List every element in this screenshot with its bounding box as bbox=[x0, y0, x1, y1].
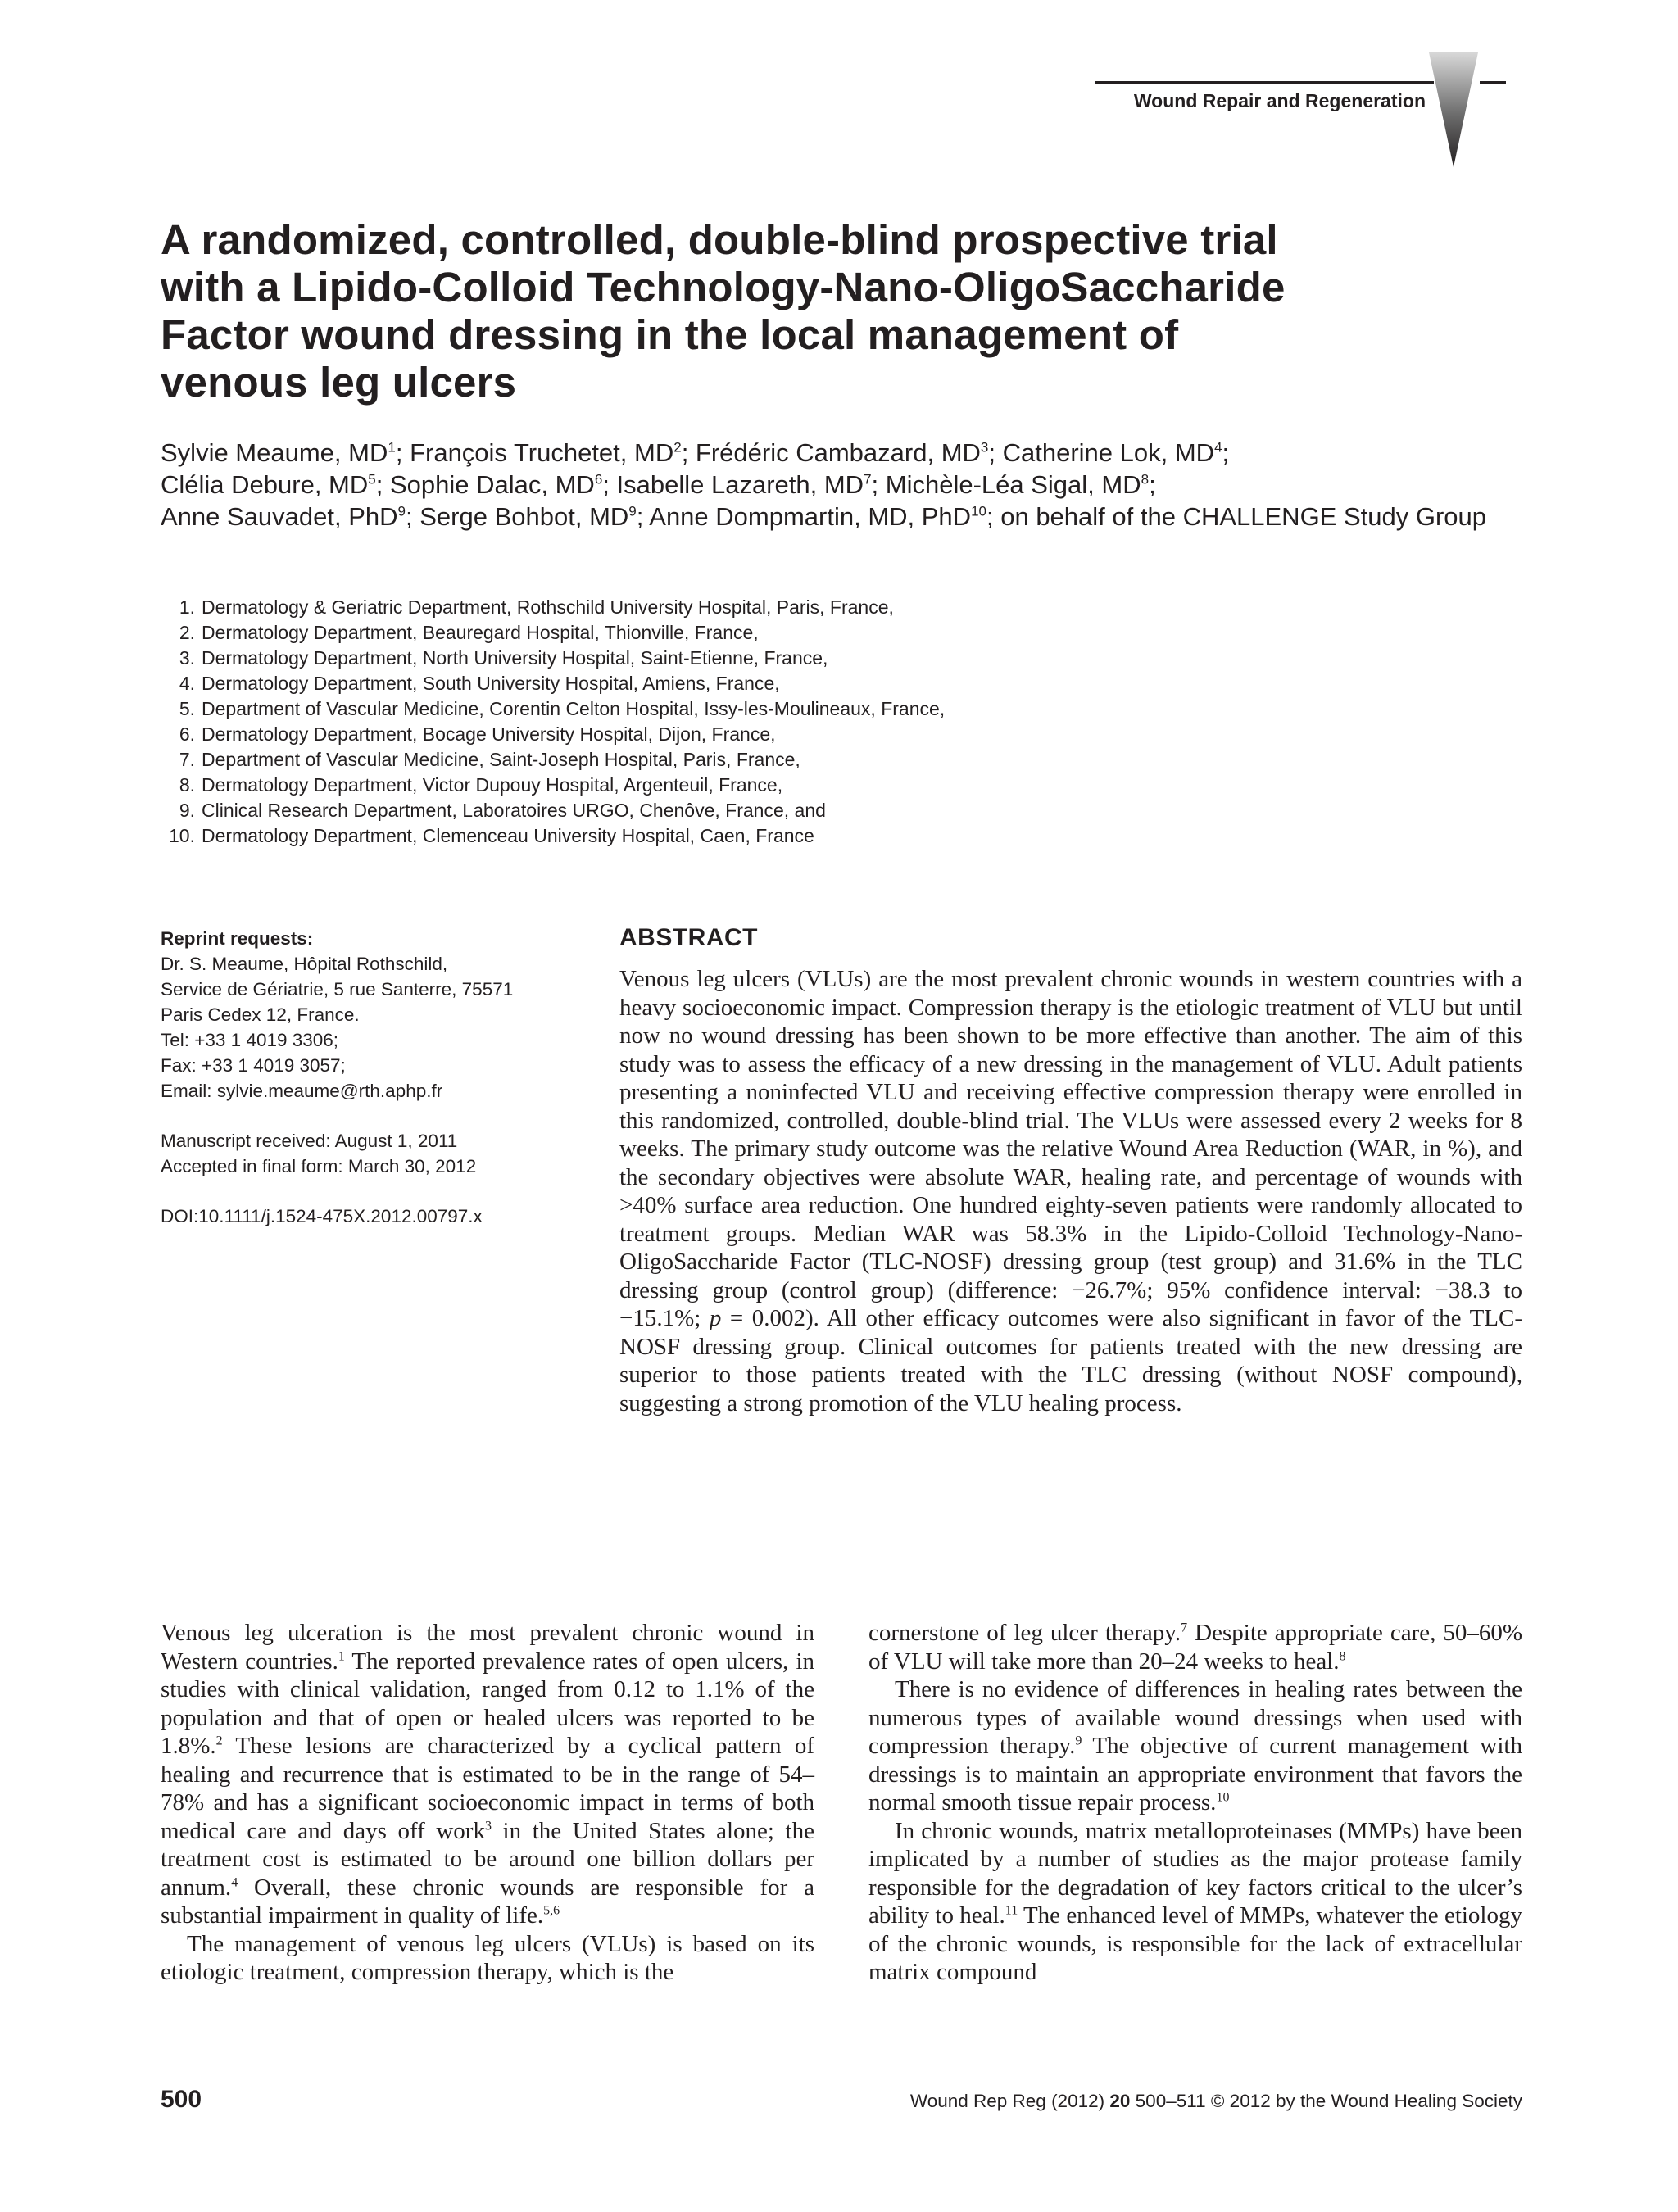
reference-mark: 8 bbox=[1339, 1648, 1346, 1663]
reprint-line: Dr. S. Meaume, Hôpital Rothschild, bbox=[161, 954, 448, 974]
doi[interactable]: DOI:10.1111/j.1524-475X.2012.00797.x bbox=[161, 1206, 483, 1226]
affiliation-number: 5. bbox=[179, 698, 195, 719]
affiliation-item bbox=[161, 620, 1308, 646]
reprint-line: Email: sylvie.meaume@rth.aphp.fr bbox=[161, 1081, 443, 1101]
manuscript-accepted: Accepted in final form: March 30, 2012 bbox=[161, 1156, 477, 1176]
reference-mark: 1 bbox=[338, 1648, 345, 1663]
affiliation-number: 4. bbox=[179, 673, 195, 694]
affiliation-number: 8. bbox=[179, 774, 195, 796]
author-separator: ; bbox=[1149, 470, 1156, 499]
author-name: Clélia Debure, MD bbox=[161, 470, 369, 499]
article-info-sidebar bbox=[161, 926, 587, 1229]
affiliation-text: Dermatology Department, Clemenceau University Hospital, Caen, France bbox=[202, 825, 814, 846]
reference-mark: 9 bbox=[1075, 1734, 1082, 1748]
author-name: François Truchetet, MD bbox=[410, 438, 674, 467]
author-name: Anne Sauvadet, PhD bbox=[161, 502, 398, 531]
affiliation-number: 7. bbox=[179, 749, 195, 770]
body-paragraph: cornerstone of leg ulcer therapy.$^7$ Despite appropriate care, 50–60% of VLU will take more than 20–24 weeks to heal.$^8$ bbox=[868, 1620, 1523, 1675]
author-affiliation-mark: 6 bbox=[594, 471, 603, 487]
citation-journal: Wound Rep Reg (2012) bbox=[909, 2091, 1105, 2111]
author-separator: ; bbox=[406, 502, 420, 531]
manuscript-received: Manuscript received: August 1, 2011 bbox=[161, 1131, 458, 1151]
affiliation-item bbox=[161, 722, 1308, 747]
author-affiliation-mark: 7 bbox=[864, 471, 872, 487]
body-paragraph: In chronic wounds, matrix metalloproteinases (MMPs) have been implicated by a number of studies as the major protease family responsible for the degradation of key factors critical to the ulcer’s ability to heal.$^{11}$ The enhanced level of MMPs, whatever the etiology of the chronic wounds, is responsible for the lack of extracellular matrix compound bbox=[868, 1817, 1522, 1985]
author-name: Sophie Dalac, MD bbox=[389, 470, 595, 499]
author-separator: ; bbox=[636, 502, 650, 531]
author-affiliation-mark: 10 bbox=[971, 503, 986, 519]
author-affiliation-mark: 5 bbox=[368, 471, 376, 487]
reprint-line: Service de Gériatrie, 5 rue Santerre, 75571 bbox=[161, 979, 514, 999]
author-name: Serge Bohbot, MD bbox=[420, 502, 629, 531]
reference-mark: 11 bbox=[1005, 1903, 1018, 1918]
affiliation-number: 3. bbox=[179, 647, 195, 669]
journal-triangle-icon bbox=[1427, 52, 1480, 169]
article-title: A randomized, controlled, double-blind prospective trial with a Lipido-Colloid Technology-Nano-OligoSaccharide Factor wound dressing in the local management of venous leg ulcers bbox=[161, 216, 1286, 406]
author-name: Sylvie Meaume, MD bbox=[161, 438, 388, 467]
author-list bbox=[161, 437, 1545, 533]
author-separator: ; bbox=[395, 438, 410, 467]
reference-mark: 10 bbox=[1216, 1790, 1230, 1805]
reference-mark: 3 bbox=[484, 1818, 492, 1833]
body-paragraph: Venous leg ulceration is the most prevalent chronic wound in Western countries.$^1$ The reported prevalence rates of open ulcers, in studies with clinical validation, ranged from 0.12 to 1.1% of the population and that of open or healed ulcers was reported to be 1.8%.$^2$ These lesions are characterized by a cyclical pattern of healing and recurrence that is estimated to be in the range of 54–78% and has a significant socioeconomic impact in terms of both medical care and days off work$^3$ in the United States alone; the treatment cost is estimated to be around one billion dollars per annum.$^4$ Overall, these chronic wounds are responsible for a substantial impairment in quality of life.$^{5,6}$ bbox=[161, 1620, 815, 1929]
affiliation-text: Dermatology Department, Beauregard Hospital, Thionville, France, bbox=[202, 622, 759, 643]
affiliation-text: Dermatology Department, Bocage University Hospital, Dijon, France, bbox=[202, 723, 776, 745]
affiliation-number: 2. bbox=[179, 622, 195, 643]
page-number: 500 bbox=[161, 2086, 202, 2113]
affiliation-item bbox=[161, 823, 1308, 849]
author-affiliation-mark: 9 bbox=[628, 503, 637, 519]
reference-mark: 4 bbox=[231, 1874, 238, 1889]
body-column-left bbox=[161, 1619, 814, 1987]
author-separator: ; bbox=[375, 470, 390, 499]
citation-volume: 20 bbox=[1109, 2091, 1131, 2111]
reference-mark: 7 bbox=[1181, 1620, 1188, 1635]
citation-rest: 500–511 © 2012 by the Wound Healing Society bbox=[1135, 2091, 1522, 2111]
affiliation-text: Department of Vascular Medicine, Corentin Celton Hospital, Issy-les-Moulineaux, France, bbox=[202, 698, 946, 719]
author-affiliation-mark: 2 bbox=[673, 439, 682, 456]
author-affiliation-mark: 9 bbox=[397, 503, 406, 519]
author-separator: ; bbox=[602, 470, 617, 499]
author-name: Isabelle Lazareth, MD bbox=[616, 470, 864, 499]
affiliation-text: Department of Vascular Medicine, Saint-Joseph Hospital, Paris, France, bbox=[202, 749, 800, 770]
author-separator: ; bbox=[988, 438, 1003, 467]
author-affiliation-mark: 3 bbox=[980, 439, 989, 456]
affiliation-item bbox=[161, 595, 1308, 620]
abstract-text: Venous leg ulcers (VLUs) are the most prevalent chronic wounds in western countries with a heavy socioeconomic impact. Compression therapy is the etiologic treatment of VLU but until now no wound dressing has been shown to be more effective than another. The aim of this study was to assess the efficacy of a new dressing in the management of VLU. Adult patients presenting a noninfected VLU and receiving effective compression therapy were enrolled in this randomized, controlled, double-blind trial. The VLUs were assessed every 2 weeks for 8 weeks. The primary study outcome was the relative Wound Area Reduction (WAR, in %), and the secondary objectives were absolute WAR, healing rate, and percentage of wounds with >40% surface area reduction. One hundred eighty-seven patients were randomly allocated to treatment groups. Median WAR was 58.3% in the Lipido-Colloid Technology-Nano-OligoSaccharide Factor (TLC-NOSF) dressing group (test group) and 31.6% in the TLC dressing group (control group) (difference: −26.7%; 95% confidence interval: −38.3 to −15.1%; p = 0.002). All other efficacy outcomes were also significant in favor of the TLC-NOSF dressing group. Clinical outcomes for patients treated with the new dressing are superior to those patients treated with the TLC dressing (without NOSF compound), suggesting a strong promotion of the VLU healing process. bbox=[619, 966, 1522, 1416]
affiliation-text: Dermatology Department, North University Hospital, Saint-Etienne, France, bbox=[202, 647, 828, 669]
citation-footer bbox=[868, 2091, 1522, 2112]
author-name: Catherine Lok, MD bbox=[1002, 438, 1215, 467]
author-name: Frédéric Cambazard, MD bbox=[695, 438, 981, 467]
affiliation-text: Dermatology & Geriatric Department, Rothschild University Hospital, Paris, France, bbox=[202, 596, 894, 618]
body-column-right bbox=[868, 1619, 1522, 1987]
header-rule bbox=[1095, 81, 1434, 84]
affiliation-item bbox=[161, 671, 1308, 696]
reference-mark: 5,6 bbox=[543, 1903, 560, 1918]
affiliation-number: 1. bbox=[179, 596, 195, 618]
reference-mark: 2 bbox=[215, 1734, 223, 1748]
author-affiliation-mark: 1 bbox=[388, 439, 396, 456]
author-affiliation-mark: 8 bbox=[1141, 471, 1150, 487]
affiliation-item bbox=[161, 696, 1308, 722]
affiliation-text: Clinical Research Department, Laboratoires URGO, Chenôve, France, and bbox=[202, 800, 826, 821]
affiliation-number: 10. bbox=[169, 825, 195, 846]
author-name: Michèle-Léa Sigal, MD bbox=[885, 470, 1141, 499]
affiliation-item bbox=[161, 773, 1308, 798]
affiliation-list bbox=[161, 595, 1308, 849]
author-affiliation-mark: 4 bbox=[1214, 439, 1222, 456]
reprint-line: Fax: +33 1 4019 3057; bbox=[161, 1055, 346, 1076]
journal-name: Wound Repair and Regeneration bbox=[1133, 90, 1426, 111]
affiliation-number: 6. bbox=[179, 723, 195, 745]
affiliation-item bbox=[161, 747, 1308, 773]
reprint-heading: Reprint requests: bbox=[161, 928, 314, 949]
affiliation-text: Dermatology Department, South University Hospital, Amiens, France, bbox=[202, 673, 780, 694]
author-separator: ; on behalf of the CHALLENGE Study Group bbox=[986, 502, 1487, 531]
affiliation-item bbox=[161, 646, 1308, 671]
reprint-line: Paris Cedex 12, France. bbox=[161, 1004, 360, 1025]
reprint-address bbox=[161, 951, 587, 1104]
body-paragraph: The management of venous leg ulcers (VLUs) is based on its etiologic treatment, compression therapy, which is the bbox=[161, 1930, 814, 1985]
author-name: Anne Dompmartin, MD, PhD bbox=[649, 502, 972, 531]
body-paragraph: There is no evidence of differences in healing rates between the numerous types of available wound dressings when used with compression therapy.$^9$ The objective of current management with dressings is to maintain an appropriate environment that favors the normal smooth tissue repair process.$^{10}$ bbox=[868, 1676, 1522, 1815]
author-separator: ; bbox=[1222, 438, 1230, 467]
reprint-line: Tel: +33 1 4019 3306; bbox=[161, 1030, 339, 1050]
author-separator: ; bbox=[871, 470, 886, 499]
affiliation-item bbox=[161, 798, 1308, 823]
header-rule-right bbox=[1480, 81, 1506, 84]
affiliation-number: 9. bbox=[179, 800, 195, 821]
author-separator: ; bbox=[681, 438, 696, 467]
abstract-heading: ABSTRACT bbox=[619, 924, 758, 951]
affiliation-text: Dermatology Department, Victor Dupouy Hospital, Argenteuil, France, bbox=[202, 774, 783, 796]
